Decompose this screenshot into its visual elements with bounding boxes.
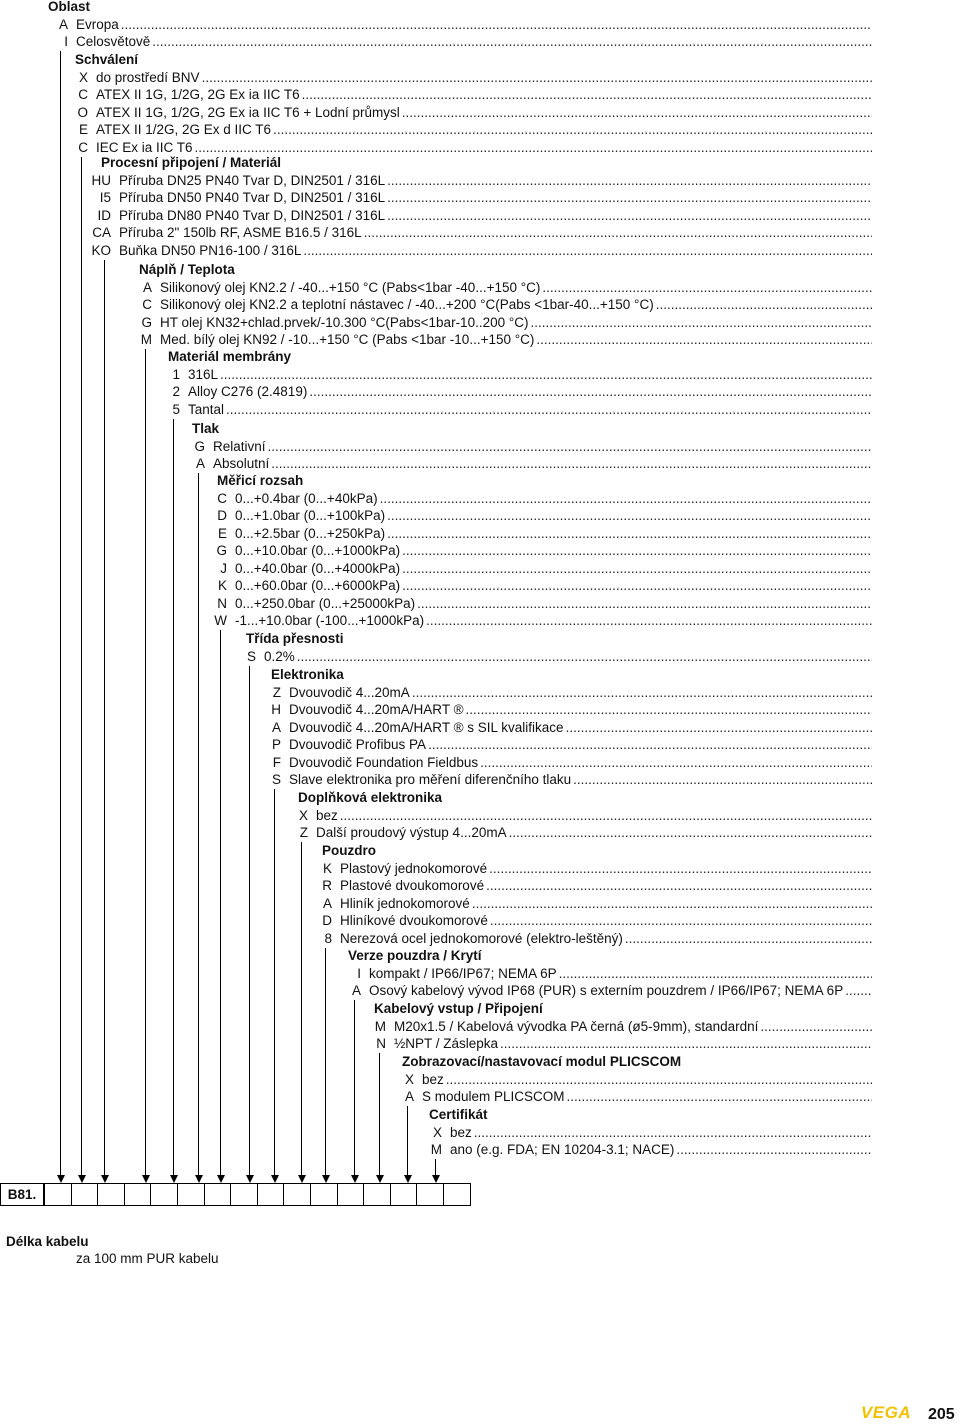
option-text: 0...+40.0bar (0...+4000kPa) xyxy=(235,560,401,576)
column-connector xyxy=(220,630,221,1175)
option-code: G xyxy=(216,543,227,558)
option-text: 316L xyxy=(188,366,219,382)
option-code: CA xyxy=(92,225,111,240)
arrow-down xyxy=(142,1175,150,1183)
option-code: E xyxy=(78,122,88,137)
leader-dots xyxy=(387,173,872,189)
option-row xyxy=(318,860,872,877)
leader-dots xyxy=(271,456,872,472)
section-title: Verze pouzdra / Krytí xyxy=(348,948,482,963)
section-title: Kabelový vstup / Připojení xyxy=(374,1001,543,1016)
option-code: M xyxy=(140,332,152,347)
option-row xyxy=(213,560,872,577)
leader-dots xyxy=(402,561,872,577)
option-row xyxy=(267,702,872,719)
code-cell[interactable] xyxy=(150,1183,178,1206)
leader-dots xyxy=(531,315,873,331)
column-connector xyxy=(274,789,275,1175)
option-text: 0.2% xyxy=(264,648,295,664)
option-code: A xyxy=(142,279,152,295)
option-row xyxy=(267,737,872,754)
option-text: bez xyxy=(450,1124,472,1140)
option-code: HU xyxy=(91,172,111,188)
option-code: I xyxy=(357,965,361,981)
option-text: ATEX II 1/2G, 2G Ex d IIC T6 xyxy=(96,122,272,137)
option-row xyxy=(213,508,872,525)
option-text: Silikonový olej KN2.2 a teplotní nástavec / -40...+200 °C(Pabs <1bar-40...+150 °C) xyxy=(160,297,654,312)
leader-dots xyxy=(480,755,872,771)
option-text: 0...+10.0bar (0...+1000kPa) xyxy=(235,543,401,558)
column-connector xyxy=(435,1159,436,1175)
code-cell[interactable] xyxy=(416,1183,444,1206)
option-code: KO xyxy=(91,242,111,258)
option-code: I xyxy=(64,34,68,49)
option-row xyxy=(54,16,872,33)
option-row xyxy=(213,578,872,595)
option-text: Silikonový olej KN2.2 / -40...+150 °C (Pabs<1bar -40...+150 °C) xyxy=(160,279,541,295)
column-connector xyxy=(379,1053,380,1175)
option-text: Med. bílý olej KN92 / -10...+150 °C (Pabs <1bar -10...+150 °C) xyxy=(160,332,535,347)
option-text: ATEX II 1G, 1/2G, 2G Ex ia IIC T6 + Lodní průmysl xyxy=(96,104,400,120)
option-code: H xyxy=(271,702,281,717)
section-title: Procesní připojení / Materiál xyxy=(101,155,282,170)
option-code: C xyxy=(217,490,227,506)
option-row xyxy=(294,807,872,824)
option-text: HT olej KN32+chlad.prvek/-10.300 °C(Pabs<1bar-10..200 °C) xyxy=(160,314,529,330)
arrow-down xyxy=(376,1175,384,1183)
leader-dots xyxy=(302,87,872,103)
code-cell[interactable] xyxy=(390,1183,418,1206)
option-code: X xyxy=(78,69,88,85)
leader-dots xyxy=(845,983,872,999)
column-connector xyxy=(145,349,146,1175)
option-code: G xyxy=(141,314,152,330)
option-code: A xyxy=(351,983,361,998)
option-text: -1...+10.0bar (-100...+1000kPa) xyxy=(235,613,425,628)
leader-dots xyxy=(121,17,872,33)
leader-dots xyxy=(268,439,872,455)
option-text: Absolutní xyxy=(213,456,270,471)
option-text: Příruba DN80 PN40 Tvar D, DIN2501 / 316L xyxy=(119,207,386,223)
leader-dots xyxy=(220,367,872,383)
leader-dots xyxy=(387,526,872,542)
leader-dots xyxy=(152,34,872,50)
option-text: M20x1.5 / Kabelová vývodka PA černá (ø5-9mm), standardní xyxy=(394,1018,759,1034)
leader-dots xyxy=(542,280,872,296)
option-row xyxy=(213,490,872,507)
option-code: C xyxy=(142,297,152,312)
option-code: X xyxy=(404,1071,414,1087)
page-number: 205 xyxy=(928,1406,955,1423)
option-row xyxy=(213,525,872,542)
option-code: N xyxy=(376,1036,386,1051)
leader-dots xyxy=(297,649,872,665)
option-text: Evropa xyxy=(76,16,119,32)
column-connector xyxy=(354,1000,355,1175)
option-code: I5 xyxy=(99,190,111,205)
option-row xyxy=(138,297,872,314)
option-row xyxy=(267,754,872,771)
option-text: Hliník jednokomorové xyxy=(340,895,470,911)
option-row xyxy=(83,190,872,207)
option-code: O xyxy=(77,104,88,120)
option-code: K xyxy=(322,860,332,876)
option-text: Další proudový výstup 4...20mA xyxy=(316,825,507,840)
leader-dots xyxy=(387,190,872,206)
option-code: M xyxy=(374,1018,386,1034)
option-text: IEC Ex ia IIC T6 xyxy=(96,139,193,155)
option-text: ano (e.g. FDA; EN 10204-3.1; NACE) xyxy=(450,1142,675,1157)
section-title: Měřicí rozsah xyxy=(217,473,304,488)
arrow-down xyxy=(57,1175,65,1183)
column-connector xyxy=(104,260,105,1176)
leader-dots xyxy=(472,896,872,912)
option-row xyxy=(191,438,872,455)
option-text: Příruba DN25 PN40 Tvar D, DIN2501 / 316L xyxy=(119,172,386,188)
arrow-down xyxy=(101,1175,109,1183)
option-code: C xyxy=(78,87,88,102)
code-cell[interactable] xyxy=(44,1183,72,1206)
option-text: bez xyxy=(422,1071,444,1087)
option-code: M xyxy=(430,1142,442,1157)
arrow-down xyxy=(298,1175,306,1183)
option-code: D xyxy=(217,508,227,523)
option-code: ID xyxy=(97,207,111,223)
option-row xyxy=(213,613,872,630)
leader-dots xyxy=(656,297,872,313)
option-text: Osový kabelový vývod IP68 (PUR) s externím pouzdrem / IP66/IP67; NEMA 6P xyxy=(369,983,844,998)
option-text: Hliníkové dvoukomorové xyxy=(340,913,488,928)
option-code: Z xyxy=(299,825,308,840)
option-code: A xyxy=(195,456,205,471)
option-text: Buňka DN50 PN16-100 / 316L xyxy=(119,242,302,258)
section-title: Certifikát xyxy=(429,1107,488,1122)
option-text: Příruba 2" 150lb RF, ASME B16.5 / 316L xyxy=(119,225,362,240)
option-row xyxy=(166,384,872,401)
arrow-down xyxy=(432,1175,440,1183)
option-text: Příruba DN50 PN40 Tvar D, DIN2501 / 316L xyxy=(119,190,386,205)
option-code: G xyxy=(194,438,205,454)
leader-dots xyxy=(195,140,872,156)
option-code: A xyxy=(322,895,332,911)
arrow-down xyxy=(78,1175,86,1183)
leader-dots xyxy=(402,105,872,121)
option-row xyxy=(72,69,872,86)
option-text: 0...+2.5bar (0...+250kPa) xyxy=(235,525,386,541)
option-text: Dvouvodič Foundation Fieldbus xyxy=(289,754,479,770)
option-code: 1 xyxy=(172,366,180,382)
option-text: Dvouvodič 4...20mA xyxy=(289,684,410,700)
leader-dots xyxy=(490,913,872,929)
option-code: A xyxy=(58,16,68,32)
option-row xyxy=(191,456,872,473)
leader-dots xyxy=(273,122,872,138)
code-cell[interactable] xyxy=(443,1183,471,1206)
option-code: D xyxy=(322,913,332,928)
section-title: Oblast xyxy=(48,0,91,14)
code-cell[interactable] xyxy=(97,1183,125,1206)
option-text: ATEX II 1G, 1/2G, 2G Ex ia IIC T6 xyxy=(96,87,300,102)
option-code: K xyxy=(217,578,227,593)
code-cell[interactable] xyxy=(124,1183,152,1206)
option-row xyxy=(347,965,872,982)
option-code: 5 xyxy=(172,401,180,417)
leader-dots xyxy=(340,808,872,824)
option-row xyxy=(83,242,872,259)
arrow-down xyxy=(351,1175,359,1183)
option-text: Plastový jednokomorové xyxy=(340,860,488,876)
leader-dots xyxy=(380,491,872,507)
option-row xyxy=(400,1089,872,1106)
column-connector xyxy=(407,1106,408,1175)
option-text: Celosvětově xyxy=(76,34,151,49)
cable-length-title: Délka kabelu xyxy=(6,1234,89,1249)
arrow-down xyxy=(322,1175,330,1183)
leader-dots xyxy=(489,861,872,877)
column-connector xyxy=(173,419,174,1176)
leader-dots xyxy=(509,825,872,841)
leader-dots xyxy=(226,402,872,418)
column-connector xyxy=(325,948,326,1176)
option-code: W xyxy=(214,613,227,628)
option-row xyxy=(294,825,872,842)
leader-dots xyxy=(387,508,872,524)
option-text: Relativní xyxy=(213,438,266,454)
section-title: Náplň / Teplota xyxy=(139,262,235,277)
option-text: Slave elektronika pro měření diferenčního tlaku xyxy=(289,772,572,787)
option-row xyxy=(72,87,872,104)
column-connector xyxy=(198,473,199,1175)
option-code: J xyxy=(220,560,227,576)
leader-dots xyxy=(760,1019,872,1035)
option-code: A xyxy=(271,719,281,735)
leader-dots xyxy=(309,384,872,400)
option-row xyxy=(213,595,872,612)
option-code: N xyxy=(217,595,227,611)
option-text: 0...+0.4bar (0...+40kPa) xyxy=(235,490,378,506)
option-text: ½NPT / Záslepka xyxy=(394,1036,499,1051)
leader-dots xyxy=(303,243,872,259)
option-row xyxy=(428,1124,872,1141)
section-title: Schválení xyxy=(75,52,139,67)
code-cell[interactable] xyxy=(177,1183,205,1206)
code-cell[interactable] xyxy=(363,1183,391,1206)
option-row xyxy=(318,895,872,912)
section-title: Tlak xyxy=(192,421,220,436)
code-cell[interactable] xyxy=(310,1183,338,1206)
option-code: X xyxy=(298,807,308,823)
leader-dots xyxy=(559,966,872,982)
option-row xyxy=(267,772,872,789)
leader-dots xyxy=(567,1089,872,1105)
leader-dots xyxy=(428,737,872,753)
option-text: Nerezová ocel jednokomorové (elektro-leštěný) xyxy=(340,930,623,946)
leader-dots xyxy=(474,1125,872,1141)
section-title: Doplňková elektronika xyxy=(298,790,443,805)
code-cell[interactable] xyxy=(337,1183,365,1206)
option-text: Dvouvodič 4...20mA/HART ® xyxy=(289,702,464,717)
leader-dots xyxy=(566,720,872,736)
option-row xyxy=(166,401,872,418)
option-code: X xyxy=(432,1124,442,1140)
option-row xyxy=(72,104,872,121)
option-row xyxy=(72,139,872,156)
option-code: F xyxy=(272,754,281,770)
section-title: Pouzdro xyxy=(322,843,376,858)
arrow-down xyxy=(404,1175,412,1183)
option-row xyxy=(318,913,872,930)
option-text: Dvouvodič Profibus PA xyxy=(289,737,427,752)
vega-logo xyxy=(858,1403,914,1421)
leader-dots xyxy=(402,578,872,594)
option-text: kompakt / IP66/IP67; NEMA 6P xyxy=(369,965,557,981)
option-code: 8 xyxy=(324,930,332,946)
option-row xyxy=(267,719,872,736)
leader-dots xyxy=(446,1072,872,1088)
leader-dots xyxy=(466,702,872,718)
cable-length-unit: za 100 mm PUR kabelu xyxy=(76,1251,219,1266)
leader-dots xyxy=(625,931,872,947)
column-connector xyxy=(301,842,302,1175)
option-text: 0...+250.0bar (0...+25000kPa) xyxy=(235,595,416,611)
option-row xyxy=(428,1142,872,1159)
code-cell[interactable] xyxy=(230,1183,258,1206)
leader-dots xyxy=(676,1142,872,1158)
option-code: E xyxy=(217,525,227,541)
arrow-down xyxy=(246,1175,254,1183)
vega-logo-text: VEGA xyxy=(860,1403,912,1421)
option-text: Dvouvodič 4...20mA/HART ® s SIL kvalifikace xyxy=(289,719,564,735)
code-cell[interactable] xyxy=(257,1183,285,1206)
section-title: Zobrazovací/nastavovací modul PLICSCOM xyxy=(402,1054,682,1069)
leader-dots xyxy=(426,613,872,629)
option-code: A xyxy=(404,1089,414,1104)
leader-dots xyxy=(417,596,872,612)
option-text: 0...+60.0bar (0...+6000kPa) xyxy=(235,578,401,593)
option-text: Alloy C276 (2.4819) xyxy=(188,384,308,399)
leader-dots xyxy=(486,878,872,894)
section-title: Elektronika xyxy=(271,667,344,682)
order-code-prefix: B81. xyxy=(0,1183,44,1206)
arrow-down xyxy=(195,1175,203,1183)
option-row xyxy=(138,314,872,331)
option-code: 2 xyxy=(172,384,180,399)
option-row xyxy=(372,1036,872,1053)
leader-dots xyxy=(536,332,872,348)
arrow-down xyxy=(217,1175,225,1183)
option-row xyxy=(400,1071,872,1088)
column-connector xyxy=(60,51,61,1175)
option-row xyxy=(83,172,872,189)
option-text: S modulem PLICSCOM xyxy=(422,1089,565,1104)
option-code: C xyxy=(78,139,88,155)
option-text: Tantal xyxy=(188,401,225,417)
leader-dots xyxy=(500,1036,872,1052)
option-code: S xyxy=(271,772,281,787)
option-row xyxy=(242,648,872,665)
column-connector xyxy=(81,157,82,1176)
arrow-down xyxy=(170,1175,178,1183)
option-row xyxy=(83,225,872,242)
option-text: 0...+1.0bar (0...+100kPa) xyxy=(235,508,386,523)
option-row xyxy=(318,930,872,947)
option-code: S xyxy=(246,648,256,664)
leader-dots xyxy=(402,543,872,559)
option-row xyxy=(83,207,872,224)
code-cell[interactable] xyxy=(71,1183,99,1206)
code-cell[interactable] xyxy=(283,1183,311,1206)
option-code: P xyxy=(271,737,281,752)
option-row xyxy=(267,684,872,701)
arrow-down xyxy=(271,1175,279,1183)
option-row xyxy=(72,122,872,139)
leader-dots xyxy=(364,225,872,241)
option-row xyxy=(372,1018,872,1035)
option-text: Plastové dvoukomorové xyxy=(340,878,485,893)
option-row xyxy=(347,983,872,1000)
option-row xyxy=(213,543,872,560)
leader-dots xyxy=(202,70,872,86)
section-title: Materiál membrány xyxy=(168,349,292,364)
section-title: Třída přesnosti xyxy=(246,631,344,646)
leader-dots xyxy=(573,772,872,788)
code-cell[interactable] xyxy=(204,1183,232,1206)
option-text: do prostředí BNV xyxy=(96,69,200,85)
option-row xyxy=(138,332,872,349)
leader-dots xyxy=(387,208,872,224)
option-row xyxy=(138,279,872,296)
leader-dots xyxy=(412,685,872,701)
option-code: R xyxy=(322,878,332,893)
option-text: bez xyxy=(316,807,338,823)
option-row xyxy=(54,34,872,51)
option-row xyxy=(166,366,872,383)
option-code: Z xyxy=(272,684,281,700)
column-connector xyxy=(249,666,250,1176)
option-row xyxy=(318,878,872,895)
